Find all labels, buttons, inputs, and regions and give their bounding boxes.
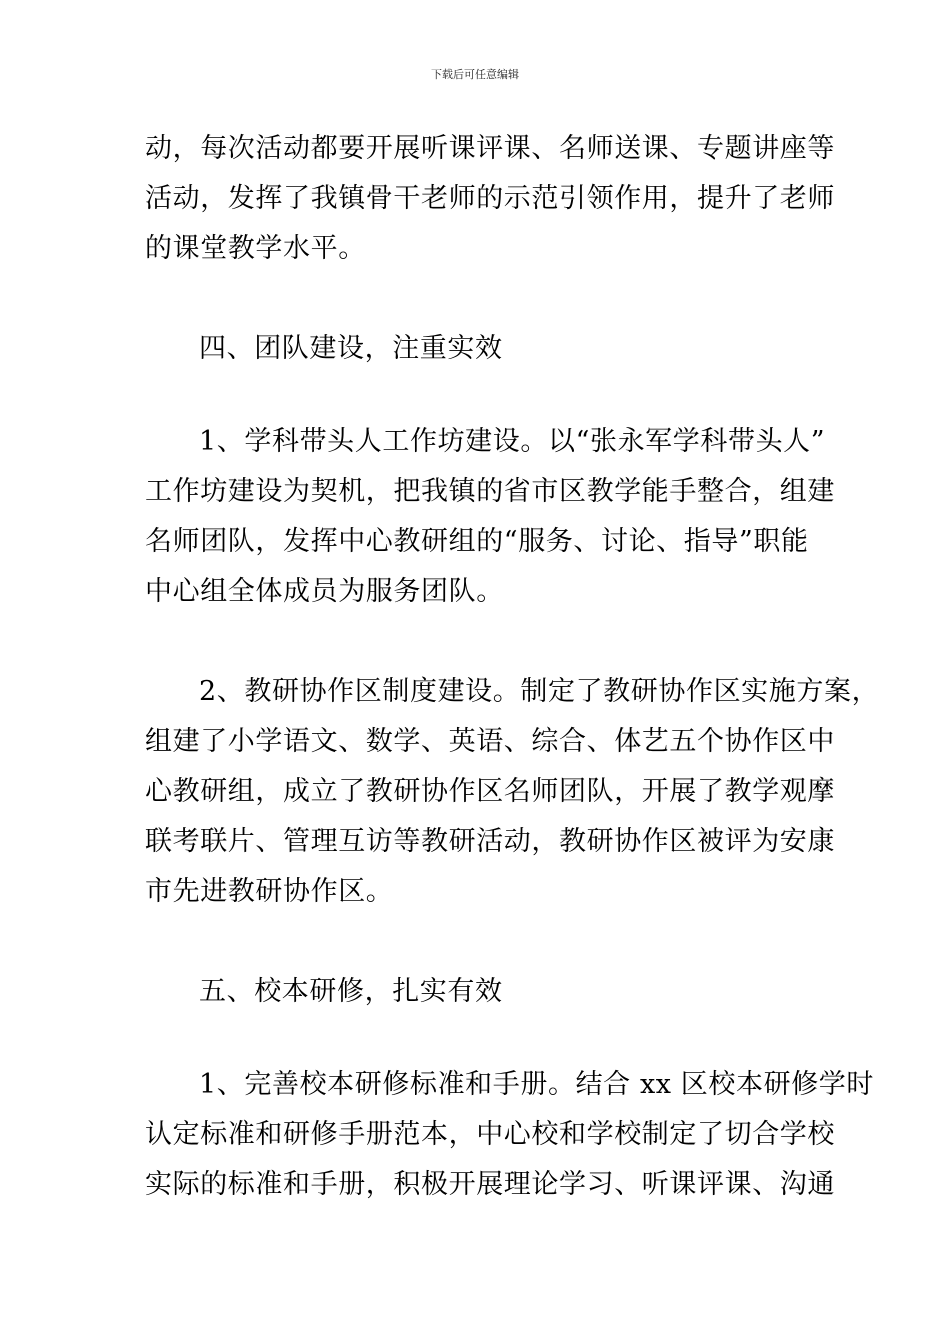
page-header-note: 下载后可任意编辑 <box>431 68 519 81</box>
text-line: 中心组全体成员为服务团队。 <box>145 576 504 607</box>
paragraph-collaboration-zone <box>145 667 880 917</box>
text-line: 2、教研协作区制度建设。制定了教研协作区实施方案， <box>199 676 880 707</box>
text-line: 市先进教研协作区。 <box>145 876 394 907</box>
text-line: 1、完善校本研修标准和手册。结合 xx 区校本研修学时 <box>199 1069 874 1100</box>
paragraph-workshop <box>145 417 835 617</box>
text-line: 动，每次活动都要开展听课评课、名师送课、专题讲座等 <box>145 133 835 164</box>
text-line: 的课堂教学水平。 <box>145 233 366 264</box>
section-heading-team-building: 四、团队建设，注重实效 <box>199 333 503 364</box>
text-line: 认定标准和研修手册范本，中心校和学校制定了切合学校 <box>145 1119 835 1150</box>
section-heading-school-training: 五、校本研修，扎实有效 <box>199 976 503 1007</box>
text-line: 实际的标准和手册，积极开展理论学习、听课评课、沟通 <box>145 1169 835 1200</box>
text-line: 活动，发挥了我镇骨干老师的示范引领作用，提升了老师 <box>145 183 835 214</box>
paragraph-training-standards <box>145 1060 874 1210</box>
paragraph-activities <box>145 124 835 274</box>
text-line: 名师团队，发挥中心教研组的“服务、讨论、指导”职能 <box>145 526 809 557</box>
text-line: 1、学科带头人工作坊建设。以“张永军学科带头人” <box>199 426 826 457</box>
text-line: 心教研组，成立了教研协作区名师团队，开展了教学观摩 <box>145 776 835 807</box>
text-line: 工作坊建设为契机，把我镇的省市区教学能手整合，组建 <box>145 476 835 507</box>
document-body <box>145 124 880 1260</box>
text-line: 联考联片、管理互访等教研活动，教研协作区被评为安康 <box>145 826 835 857</box>
text-line: 组建了小学语文、数学、英语、综合、体艺五个协作区中 <box>145 726 835 757</box>
